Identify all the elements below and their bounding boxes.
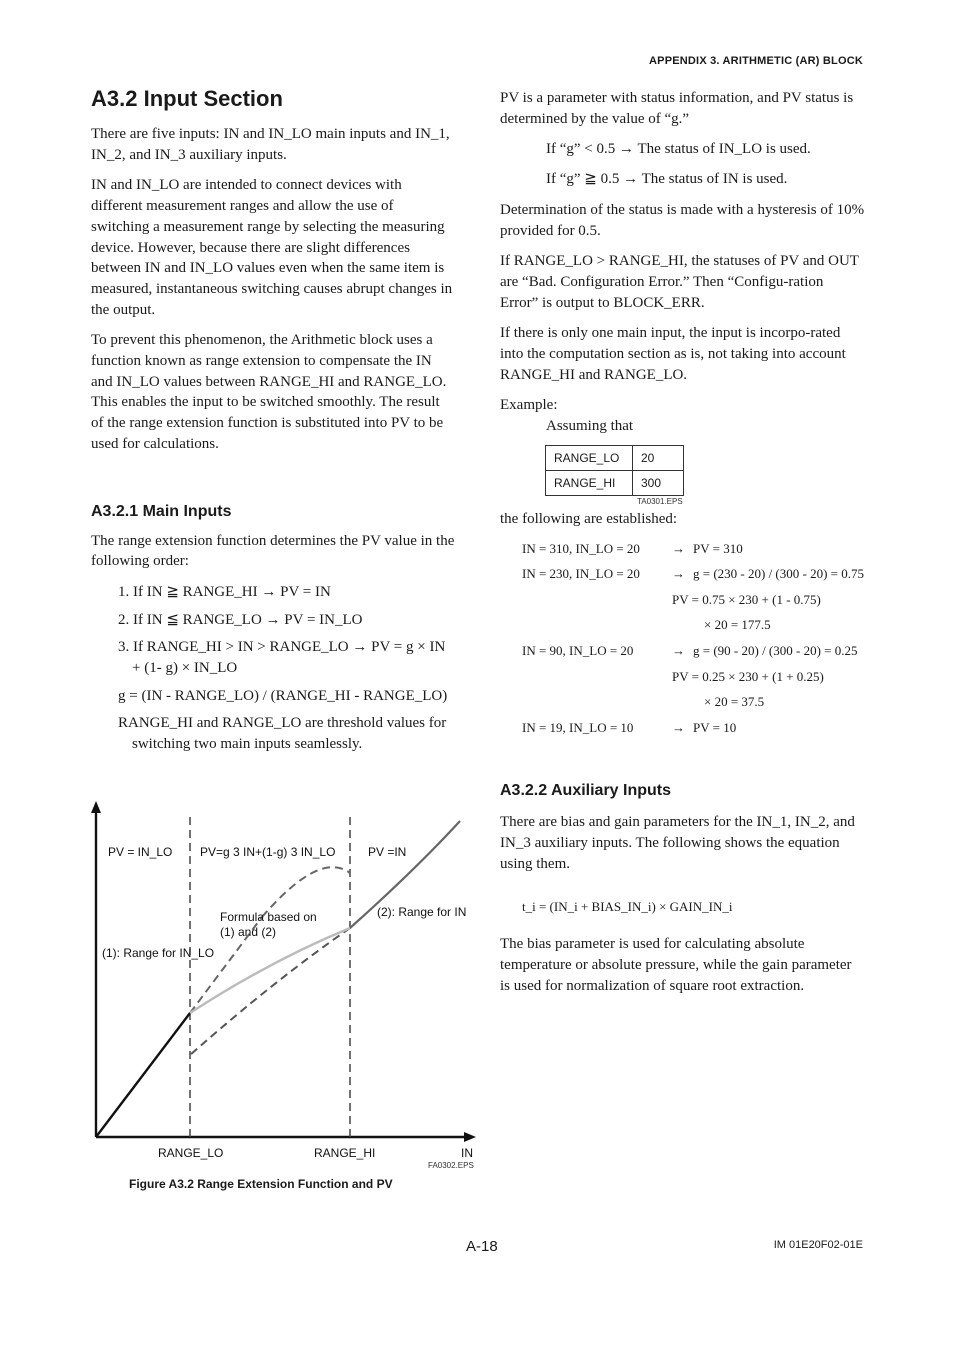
calc-left: IN = 310, IN_LO = 20 [522, 540, 640, 556]
calc-continuation: PV = 0.75 × 230 + (1 - 0.75) [672, 591, 821, 607]
y-axis-arrow [91, 801, 101, 813]
calc-row [522, 561, 865, 587]
calc-left: IN = 90, IN_LO = 20 [522, 642, 634, 658]
figure-eps-tag: FA0302.EPS [428, 1161, 474, 1170]
calc-left: IN = 230, IN_LO = 20 [522, 566, 640, 582]
label-x-axis-in: IN [461, 1146, 473, 1160]
page-number: A-18 [466, 1238, 498, 1255]
step-2: 2. If IN ≦ RANGE_LO → PV = IN_LO [118, 611, 363, 628]
table-row [546, 445, 684, 470]
calc-row [704, 612, 865, 638]
range-extension-figure [90, 795, 480, 1170]
aux-inputs-title: A3.2.2 Auxiliary Inputs [500, 782, 672, 800]
section-title: A3.2 Input Section [91, 86, 283, 111]
document-id: IM 01E20F02-01E [773, 1239, 863, 1251]
step-1: 1. If IN ≧ RANGE_HI → PV = IN [118, 583, 331, 600]
main-inputs-intro: The range extension function determines the PV value in the following order: [91, 532, 455, 570]
status-paragraph-4: If there is only one main input, the input is incorpo-rated into the computation section as is, not taking into account RANGE_HI and RANGE_LO. [500, 325, 846, 383]
table-row [546, 470, 684, 495]
section-paragraph-3: To prevent this phenomenon, the Arithmetic block uses a function known as range extension to compensate the IN and IN_LO values between RANGE_HI and RANGE_LO. This enables the input to be switched smoothly. The result of the range extension function is substituted into PV to be used for calculations. [91, 332, 447, 452]
threshold-note: RANGE_HI and RANGE_LO are threshold values for switching two main inputs seamlessly. [118, 715, 447, 753]
calc-arrow: → [672, 540, 685, 556]
calc-continuation: PV = 0.25 × 230 + (1 + 0.25) [672, 668, 824, 684]
table-cell-name: RANGE_LO [546, 445, 633, 470]
calc-row [672, 587, 865, 613]
step-3: 3. If RANGE_HI > IN > RANGE_LO → PV = g × IN + (1- g) × IN_LO [118, 639, 446, 677]
table-cell-value: 20 [633, 445, 684, 470]
calc-continuation: × 20 = 37.5 [704, 694, 765, 710]
calc-row [522, 638, 865, 664]
example-label: Example: [500, 397, 558, 414]
label-range-in: (2): Range for IN [377, 905, 467, 919]
label-x-range-hi: RANGE_HI [314, 1146, 376, 1160]
running-header: APPENDIX 3. ARITHMETIC (AR) BLOCK [649, 55, 863, 67]
section-paragraph-2: IN and IN_LO are intended to connect devices with different measurement ranges and allow the use of switching a measurement range by selecting the measuring device. However, because there are slight differences between IN and IN_LO values even when the same item is measured, instantaneous switching causes abrupt changes in the output. [91, 177, 453, 318]
x-axis-arrow [464, 1132, 476, 1142]
table-eps-tag: TA0301.EPS [637, 496, 683, 506]
label-x-range-lo: RANGE_LO [158, 1146, 224, 1160]
calc-row [672, 664, 865, 690]
table-cell-value: 300 [633, 470, 684, 495]
main-inputs-title: A3.2.1 Main Inputs [91, 502, 232, 520]
status-paragraph-3: If RANGE_LO > RANGE_HI, the statuses of PV and OUT are “Bad. Configuration Error.” Then “Configu-ration Error” is output to BLOCK_ERR. [500, 253, 859, 311]
aux-paragraph-2: The bias parameter is used for calculating absolute temperature or absolute pressure, while the gain parameter is used for normalization of square root extraction. [500, 936, 852, 994]
range-extension-graph [90, 795, 480, 1170]
calc-continuation: × 20 = 177.5 [704, 617, 771, 633]
status-paragraph-1: PV is a parameter with status information, and PV status is determined by the value of “g.” [500, 90, 854, 127]
label-formula-1: Formula based on [220, 910, 317, 924]
aux-equation: t_i = (IN_i + BIAS_IN_i) × GAIN_IN_i [522, 899, 733, 915]
label-pv-in: PV =IN [368, 845, 407, 859]
calc-row [522, 536, 865, 562]
label-range-in-lo: (1): Range for IN_LO [102, 946, 215, 960]
status-paragraph-2: Determination of the status is made with a hysteresis of 10% provided for 0.5. [500, 201, 865, 239]
label-pv-formula: PV=g 3 IN+(1-g) 3 IN_LO [200, 845, 336, 859]
example-following: the following are established: [500, 510, 678, 527]
g-formula: g = (IN - RANGE_LO) / (RANGE_HI - RANGE_LO) [118, 687, 448, 704]
calc-right: g = (90 - 20) / (300 - 20) = 0.25 [693, 642, 858, 658]
range-extension-steps [118, 582, 455, 755]
calc-left: IN = 19, IN_LO = 10 [522, 719, 634, 735]
in-lo-solid-line [96, 1013, 190, 1137]
section-paragraph-1: There are five inputs: IN and IN_LO main inputs and IN_1, IN_2, and IN_3 auxiliary inputs. [91, 126, 450, 163]
table-cell-name: RANGE_HI [546, 470, 633, 495]
calc-right: PV = 10 [693, 719, 737, 735]
calc-row [522, 715, 865, 741]
left-column [91, 84, 455, 755]
aux-paragraph-1: There are bias and gain parameters for the IN_1, IN_2, and IN_3 auxiliary inputs. The following shows the equation using them. [500, 814, 855, 872]
status-condition-1: If “g” < 0.5 → The status of IN_LO is used. [546, 141, 811, 158]
calc-arrow: → [672, 719, 685, 735]
calc-right: PV = 310 [693, 540, 743, 556]
formula-curve [190, 928, 350, 1013]
calc-arrow: → [672, 566, 685, 582]
calc-arrow: → [672, 642, 685, 658]
example-calculations [522, 536, 865, 741]
example-range-table [545, 445, 684, 496]
status-condition-2: If “g” ≧ 0.5 → The status of IN is used. [546, 171, 788, 188]
label-formula-2: (1) and (2) [220, 925, 277, 939]
label-pv-in-lo: PV = IN_LO [108, 845, 173, 859]
example-assuming: Assuming that [546, 418, 634, 435]
right-column [500, 88, 865, 997]
calc-right: g = (230 - 20) / (300 - 20) = 0.75 [693, 566, 864, 582]
calc-row [704, 689, 865, 715]
figure-caption: Figure A3.2 Range Extension Function and PV [129, 1177, 393, 1191]
